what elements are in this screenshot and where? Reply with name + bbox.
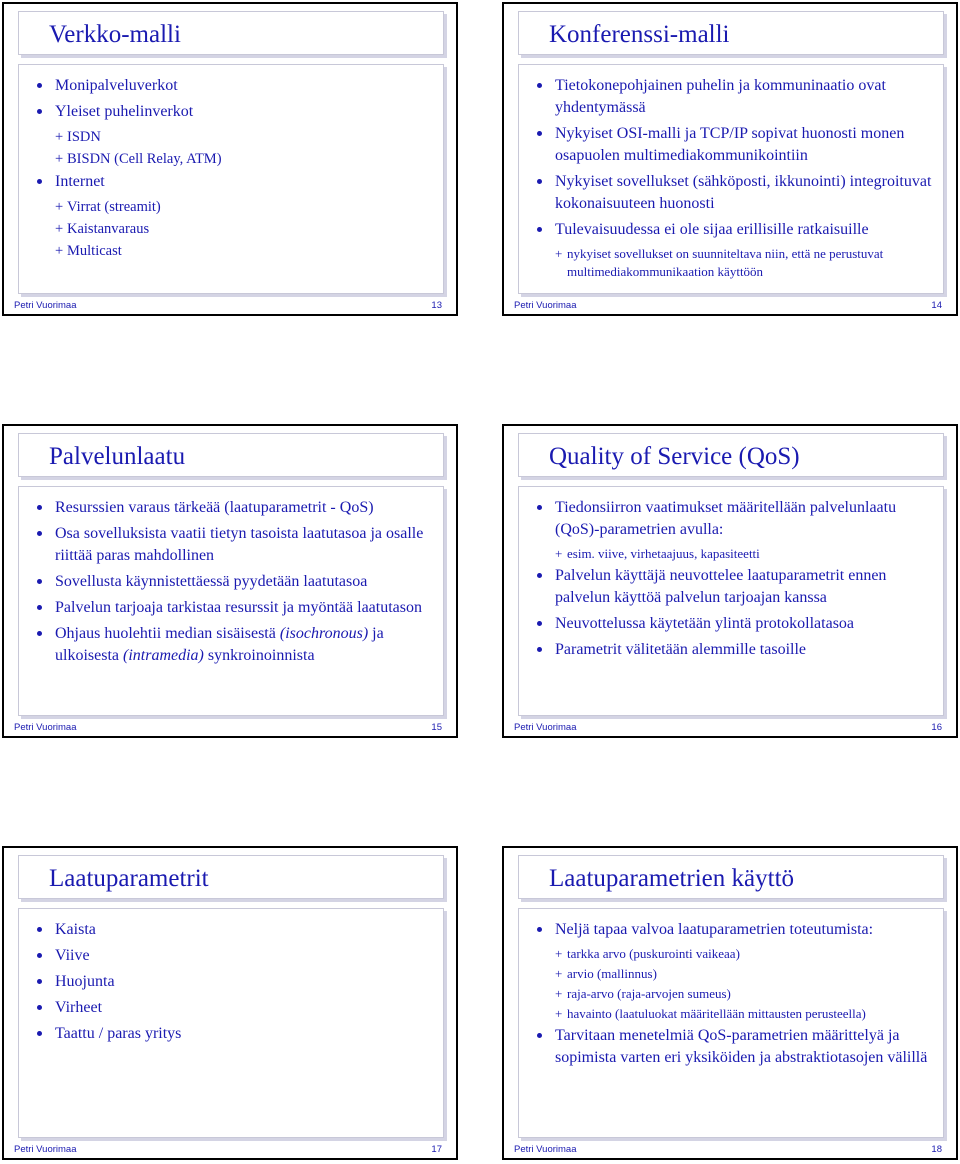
bullet-dot-icon (37, 179, 42, 184)
bullet-text: Sovellusta käynnistettäessä pyydetään laatutasoa (55, 573, 368, 590)
slide-body (518, 908, 944, 1138)
bullet-text: Neljä tapaa valvoa laatuparametrien toteutumista: (555, 921, 874, 938)
sub-bullet-item (37, 241, 435, 261)
bullet-item (37, 75, 435, 97)
footer-author: Petri Vuorimaa (514, 300, 577, 311)
slide-body (18, 486, 444, 716)
bullet-text: Taattu / paras yritys (55, 1025, 182, 1042)
bullet-text: ISDN (67, 129, 101, 145)
slide-17 (2, 846, 458, 1160)
footer-author: Petri Vuorimaa (514, 1144, 577, 1155)
bullet-text-part: synkroinoinnista (203, 647, 315, 664)
slide-15 (2, 424, 458, 738)
bullet-text: Multicast (67, 243, 122, 259)
bullet-text: Monipalveluverkot (55, 77, 178, 94)
bullet-dot-icon (37, 505, 42, 510)
plus-bullet-icon: + (55, 221, 64, 237)
bullet-item (37, 523, 435, 567)
plus-bullet-icon: + (555, 546, 563, 561)
footer-author: Petri Vuorimaa (14, 722, 77, 733)
bullet-item (37, 171, 435, 193)
bullet-item (37, 945, 435, 967)
slide-body (18, 908, 444, 1138)
bullet-dot-icon (537, 505, 542, 510)
plus-bullet-icon: + (555, 966, 563, 981)
bullet-text: Tarvitaan menetelmiä QoS-parametrien määrittelyä ja sopimista varten eri yksiköiden ja abstraktiotasojen välillä (555, 1027, 928, 1066)
sub-bullet-item (537, 245, 935, 281)
bullet-dot-icon (37, 631, 42, 636)
bullet-dot-icon (537, 179, 542, 184)
plus-bullet-icon: + (555, 946, 563, 961)
sub-bullet-item (537, 545, 935, 563)
bullet-dot-icon (537, 621, 542, 626)
bullet-dot-icon (37, 109, 42, 114)
slide-title-box (18, 855, 444, 899)
sub-bullet-item (537, 1005, 935, 1023)
bullet-dot-icon (37, 953, 42, 958)
bullet-list (537, 919, 935, 1073)
bullet-dot-icon (537, 1033, 542, 1038)
bullet-list (37, 919, 435, 1049)
bullet-item (37, 623, 435, 667)
plus-bullet-icon: + (555, 246, 563, 261)
plus-bullet-icon: + (55, 151, 64, 167)
bullet-text: nykyiset sovellukset on suunniteltava niin, että ne perustuvat multimediakommunikaation käyttöön (567, 246, 884, 279)
sub-bullet-item (37, 197, 435, 217)
bullet-text: Tiedonsiirron vaatimukset määritellään palvelunlaatu (QoS)-parametrien avulla: (555, 499, 897, 538)
bullet-text: Viive (55, 947, 90, 964)
bullet-item (537, 171, 935, 215)
bullet-text: Neuvottelussa käytetään ylintä protokollatasoa (555, 615, 855, 632)
bullet-item (537, 219, 935, 241)
bullet-item (37, 997, 435, 1019)
slide-title-box (518, 855, 944, 899)
bullet-text: Huojunta (55, 973, 115, 990)
slide-body (518, 486, 944, 716)
bullet-text: Tietokonepohjainen puhelin ja kommuninaatio ovat yhdentymässä (555, 77, 886, 116)
plus-bullet-icon: + (555, 1006, 563, 1021)
bullet-item (537, 639, 935, 661)
bullet-text: Virheet (55, 999, 103, 1016)
sub-bullet-item (537, 985, 935, 1003)
bullet-text: Tulevaisuudessa ei ole sijaa erillisille ratkaisuille (555, 221, 869, 238)
sub-bullet-item (37, 127, 435, 147)
bullet-item (37, 971, 435, 993)
footer-page-number: 18 (931, 1144, 942, 1155)
slide-title-box (18, 433, 444, 477)
footer-author: Petri Vuorimaa (14, 1144, 77, 1155)
plus-bullet-icon: + (55, 199, 64, 215)
slide-body (518, 64, 944, 294)
bullet-text-part: (isochronous) (279, 625, 369, 642)
bullet-list (537, 75, 935, 283)
bullet-text: BISDN (Cell Relay, ATM) (67, 151, 222, 167)
bullet-list (37, 497, 435, 671)
bullet-text: raja-arvo (raja-arvojen sumeus) (567, 986, 731, 1001)
sub-bullet-item (537, 945, 935, 963)
bullet-dot-icon (537, 131, 542, 136)
slide-14 (502, 2, 958, 316)
bullet-text: Yleiset puhelinverkot (55, 103, 194, 120)
slide-title-box (518, 433, 944, 477)
bullet-text-part: ja ulkoisesta (55, 625, 384, 664)
bullet-dot-icon (537, 573, 542, 578)
plus-bullet-icon: + (55, 129, 64, 145)
bullet-item (537, 75, 935, 119)
footer-author: Petri Vuorimaa (514, 722, 577, 733)
bullet-dot-icon (537, 927, 542, 932)
sub-bullet-item (537, 965, 935, 983)
bullet-dot-icon (37, 579, 42, 584)
bullet-dot-icon (37, 1005, 42, 1010)
sub-bullet-item (37, 149, 435, 169)
bullet-item (37, 1023, 435, 1045)
bullet-dot-icon (37, 605, 42, 610)
slide-title: Verkko-malli (49, 21, 181, 48)
bullet-item (537, 1025, 935, 1069)
bullet-dot-icon (37, 83, 42, 88)
bullet-item (37, 497, 435, 519)
bullet-item (537, 613, 935, 635)
bullet-dot-icon (537, 227, 542, 232)
bullet-text: esim. viive, virhetaajuus, kapasiteetti (567, 546, 760, 561)
slide-title-box (18, 11, 444, 55)
bullet-dot-icon (37, 1031, 42, 1036)
bullet-text: Kaistanvaraus (67, 221, 150, 237)
bullet-text: Kaista (55, 921, 96, 938)
bullet-text: Osa sovelluksista vaatii tietyn tasoista laatutasoa ja osalle riittää paras mahdollinen (55, 525, 424, 564)
bullet-text: Resurssien varaus tärkeää (laatuparametrit - QoS) (55, 499, 374, 516)
plus-bullet-icon: + (555, 986, 563, 1001)
slide-18 (502, 846, 958, 1160)
slide-title: Laatuparametrit (49, 865, 209, 892)
bullet-text: Palvelun käyttäjä neuvottelee laatuparametrit ennen palvelun käyttöä palvelun tarjoajan kanssa (555, 567, 887, 606)
bullet-text: Nykyiset sovellukset (sähköposti, ikkunointi) integroituvat kokonaisuuteen huonosti (555, 173, 932, 212)
bullet-item (537, 497, 935, 541)
slide-title: Palvelunlaatu (49, 443, 186, 470)
bullet-dot-icon (37, 927, 42, 932)
slide-13 (2, 2, 458, 316)
bullet-text: Parametrit välitetään alemmille tasoille (555, 641, 807, 658)
bullet-list (37, 75, 435, 263)
bullet-text-part: Ohjaus huolehtii median sisäisestä (55, 625, 280, 642)
slide-title: Quality of Service (QoS) (549, 443, 800, 470)
footer-page-number: 13 (431, 300, 442, 311)
bullet-item (37, 597, 435, 619)
bullet-text: havainto (laatuluokat määritellään mittausten perusteella) (567, 1006, 866, 1021)
bullet-text: Internet (55, 173, 105, 190)
bullet-text-part: (intramedia) (123, 647, 204, 664)
slide-body (18, 64, 444, 294)
bullet-item (537, 565, 935, 609)
bullet-dot-icon (537, 647, 542, 652)
bullet-list (537, 497, 935, 665)
slide-title: Konferenssi-malli (549, 21, 730, 48)
slide-16 (502, 424, 958, 738)
bullet-text: Nykyiset OSI-malli ja TCP/IP sopivat huonosti monen osapuolen multimediakommunikointiin (555, 125, 905, 164)
plus-bullet-icon: + (55, 243, 64, 259)
bullet-text: arvio (mallinnus) (567, 966, 657, 981)
footer-page-number: 17 (431, 1144, 442, 1155)
slide-title: Laatuparametrien käyttö (549, 865, 795, 892)
bullet-item (537, 123, 935, 167)
bullet-item (37, 101, 435, 123)
bullet-item (37, 919, 435, 941)
bullet-dot-icon (37, 531, 42, 536)
bullet-item (537, 919, 935, 941)
footer-page-number: 14 (931, 300, 942, 311)
bullet-text: tarkka arvo (puskurointi vaikeaa) (567, 946, 740, 961)
footer-page-number: 15 (431, 722, 442, 733)
sub-bullet-item (37, 219, 435, 239)
slide-title-box (518, 11, 944, 55)
footer-page-number: 16 (931, 722, 942, 733)
bullet-dot-icon (537, 83, 542, 88)
bullet-text: Virrat (streamit) (67, 199, 161, 215)
footer-author: Petri Vuorimaa (14, 300, 77, 311)
bullet-item (37, 571, 435, 593)
bullet-dot-icon (37, 979, 42, 984)
bullet-text: Palvelun tarjoaja tarkistaa resurssit ja myöntää laatutason (55, 599, 422, 616)
